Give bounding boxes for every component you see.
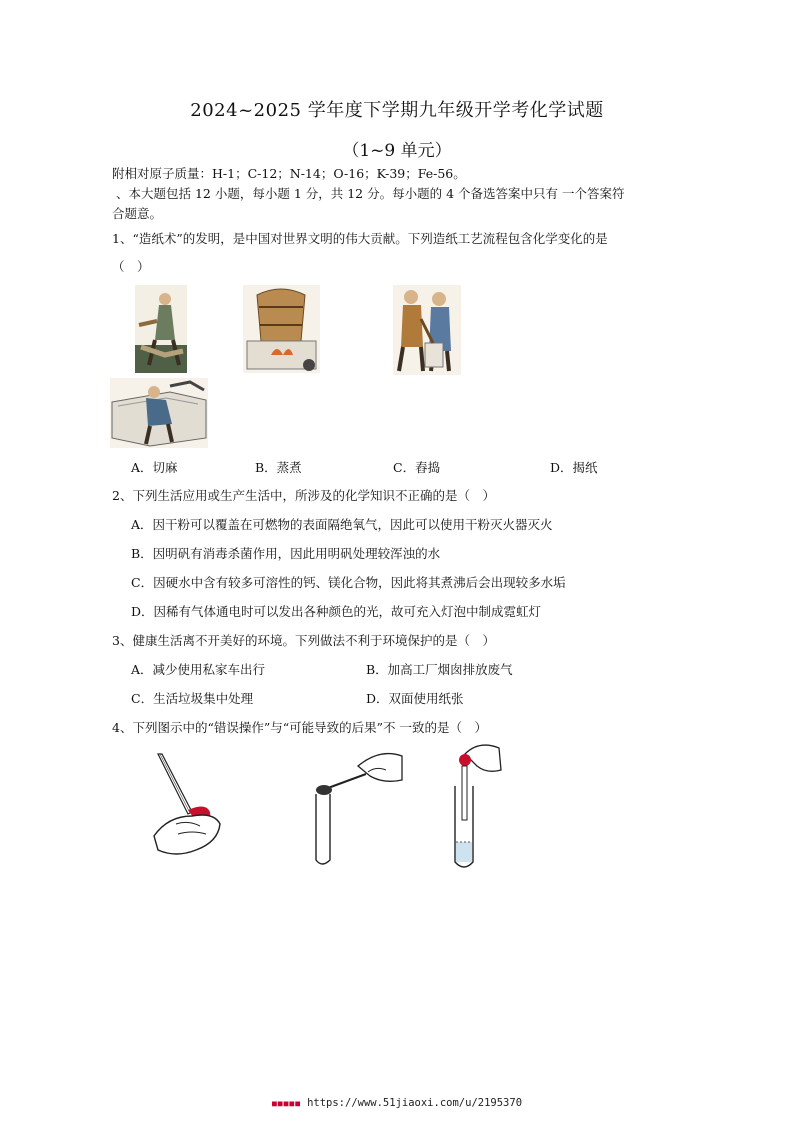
footer-url-link[interactable]: https://www.51jiaoxi.com/u/2195370 — [307, 1097, 523, 1109]
section-instructions: 、本大题包括 12 小题，每小题 1 分，共 12 分。每小题的 4 个备选答案中只有 一个答案符 — [116, 186, 625, 201]
question-1-option-d[interactable]: D．揭纸 — [550, 460, 598, 475]
steaming-illustration — [243, 285, 320, 373]
atomic-mass-note: 附相对原子质量：H-1；C-12；N-14；O-16；K-39；Fe-56。 — [112, 166, 466, 181]
spoon-test-tube-figure — [310, 748, 406, 868]
question-3-option-a[interactable]: A．减少使用私家车出行 — [131, 662, 266, 677]
watermark-mark: ■■■■■ — [271, 1099, 302, 1108]
question-2-stem: 2、下列生活应用或生产生活中，所涉及的化学知识不正确的是（ ） — [112, 488, 495, 503]
section-instructions-cont: 合题意。 — [112, 206, 163, 221]
pounding-illustration — [393, 285, 461, 375]
question-1-blank: （ ） — [112, 259, 150, 274]
peeling-paper-illustration — [110, 378, 208, 448]
question-1-option-c[interactable]: C．舂捣 — [393, 460, 441, 475]
question-3-stem: 3、健康生活离不开美好的环境。下列做法不利于环境保护的是（ ） — [112, 633, 495, 648]
question-2-option-a[interactable]: A．因干粉可以覆盖在可燃物的表面隔绝氧气，因此可以使用干粉灭火器灭火 — [131, 517, 553, 532]
question-1-option-a[interactable]: A．切麻 — [131, 460, 178, 475]
question-3-option-d[interactable]: D．双面使用纸张 — [366, 691, 464, 706]
question-3-option-c[interactable]: C．生活垃圾集中处理 — [131, 691, 254, 706]
question-1-stem: 1、“造纸术”的发明，是中国对世界文明的伟大贡献。下列造纸工艺流程包含化学变化的是 — [112, 231, 608, 246]
question-2-option-b[interactable]: B．因明矾有消毒杀菌作用，因此用明矾处理较浑浊的水 — [131, 546, 441, 561]
question-2-option-c[interactable]: C．因硬水中含有较多可溶性的钙、镁化合物，因此将其煮沸后会出现较多水垢 — [131, 575, 566, 590]
page-title: 2024~2025 学年度下学期九年级开学考化学试题 — [190, 100, 604, 121]
question-3-option-b[interactable]: B．加高工厂烟囱排放废气 — [366, 662, 513, 677]
dropper-in-test-tube-figure — [445, 740, 505, 872]
question-1-option-b[interactable]: B．蒸煮 — [255, 460, 302, 475]
page-subtitle: （1~9 单元） — [342, 141, 452, 161]
dropper-upside-down-figure — [148, 750, 228, 862]
question-4-stem: 4、下列图示中的“错误操作”与“可能导致的后果”不 一致的是（ ） — [112, 720, 487, 735]
cutting-hemp-illustration — [135, 285, 187, 373]
question-2-option-d[interactable]: D．因稀有气体通电时可以发出各种颜色的光，故可充入灯泡中制成霓虹灯 — [131, 604, 542, 619]
page-footer — [0, 1097, 794, 1109]
